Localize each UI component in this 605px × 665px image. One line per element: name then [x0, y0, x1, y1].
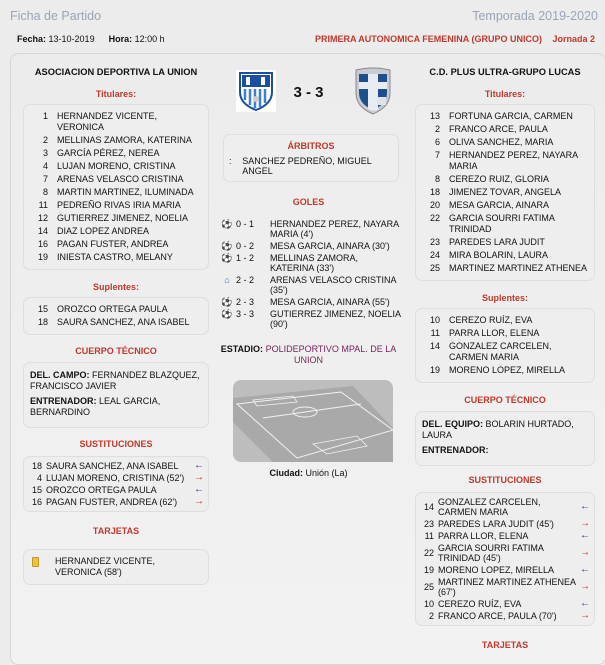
away-subs-heading: Suplentes:	[481, 293, 528, 303]
player-number: 19	[37, 252, 48, 262]
player-number: 1	[42, 111, 48, 121]
player-row[interactable]	[420, 263, 590, 274]
player-row[interactable]	[420, 213, 590, 235]
away-substitutions-list	[415, 492, 595, 626]
substitution-row[interactable]	[420, 599, 590, 609]
ball-icon: ⚽	[221, 219, 233, 229]
player-row[interactable]	[420, 365, 590, 376]
player-name: CEREZO RUÍZ, EVA	[449, 315, 533, 325]
player-row[interactable]	[420, 174, 590, 185]
arrow-left-icon: ←	[580, 598, 590, 609]
player-row[interactable]	[28, 213, 204, 224]
player-row[interactable]	[420, 111, 590, 122]
goal-score: 2 - 2	[236, 275, 255, 285]
player-name: FORTUNA GARCIA, CARMEN	[449, 111, 573, 121]
player-row[interactable]	[28, 135, 204, 146]
goal-score: 2 - 3	[236, 297, 255, 307]
away-team-column	[415, 54, 595, 650]
player-row[interactable]	[28, 187, 204, 198]
goal-row[interactable]	[221, 219, 401, 239]
arrow-right-icon: →	[580, 518, 590, 529]
home-subs-list	[23, 297, 209, 335]
match-score: 3 - 3	[293, 84, 324, 101]
staff-name: FERNANDEZ BLAZQUEZ, FRANCISCO JAVIER	[30, 370, 200, 391]
player-row[interactable]	[28, 200, 204, 211]
date-value: 13-10-2019	[48, 34, 95, 44]
goal-player: MESA GARCIA, AINARA (30')	[270, 241, 390, 251]
player-name: OLIVA SANCHEZ, MARIA	[449, 137, 554, 147]
sub-number: 22	[423, 548, 434, 558]
away-staff-box	[415, 411, 595, 466]
home-substitutions-list	[23, 456, 209, 512]
player-name: ARENAS VELASCO CRISTINA	[57, 174, 184, 184]
player-name: MESA GARCIA, AINARA	[449, 200, 550, 210]
sub-name: GONZALEZ CARCELEN, CARMEN MARIA	[438, 497, 541, 517]
player-number: 14	[429, 341, 440, 351]
home-starters-list	[23, 104, 209, 270]
away-team-crest	[353, 67, 393, 115]
substitution-row[interactable]	[28, 461, 204, 471]
arrow-left-icon: ←	[580, 564, 590, 575]
card-player: HERNANDEZ VICENTE, VERONICA (58')	[55, 556, 156, 577]
player-number: 16	[37, 239, 48, 249]
substitution-row[interactable]	[420, 577, 590, 597]
goal-player: GUTIERREZ JIMENEZ, NOELIA (90')	[270, 309, 401, 329]
time-value: 12:00 h	[134, 34, 165, 44]
player-row[interactable]	[28, 304, 204, 315]
home-staff-heading: CUERPO TÉCNICO	[75, 346, 157, 356]
goals-list	[221, 217, 401, 331]
away-staff-heading: CUERPO TÉCNICO	[464, 395, 546, 405]
sub-number: 2	[428, 611, 434, 621]
sub-number: 25	[423, 582, 434, 592]
player-row[interactable]	[28, 239, 204, 250]
player-row[interactable]	[420, 250, 590, 261]
arrow-right-icon: →	[580, 610, 590, 621]
player-number: 19	[429, 365, 440, 375]
staff-row	[422, 445, 588, 456]
player-number: 4	[42, 161, 48, 171]
goal-row[interactable]	[221, 253, 401, 273]
player-name: JIMENEZ TOVAR, ANGELA	[449, 187, 562, 197]
player-row[interactable]	[28, 252, 204, 263]
staff-row	[30, 370, 202, 392]
sub-name: PAREDES LARA JUDIT (45')	[438, 519, 554, 529]
card-row[interactable]	[24, 553, 208, 581]
player-number: 13	[429, 111, 440, 121]
player-number: 11	[38, 200, 48, 210]
player-number: 7	[434, 150, 440, 160]
player-number: 2	[42, 135, 48, 145]
referee-prefix: :	[229, 156, 232, 166]
match-panel	[10, 53, 605, 665]
goal-player: MELLINAS ZAMORA, KATERINA (33')	[270, 253, 359, 273]
player-number: 25	[429, 263, 440, 273]
staff-name: LEAL GARCIA, BERNARDINO	[30, 396, 161, 417]
away-starters-heading: Titulares:	[484, 89, 526, 99]
sub-name: OROZCO ORTEGA PAULA	[46, 485, 157, 495]
player-number: 24	[429, 250, 440, 260]
home-substitutions-heading: SUSTITUCIONES	[79, 439, 153, 449]
sub-name: PAGAN FUSTER, ANDREA (62')	[46, 497, 178, 507]
goal-row[interactable]	[221, 241, 401, 251]
player-name: FRANCO ARCE, PAULA	[449, 124, 548, 134]
time-label: Hora:	[108, 34, 133, 44]
player-row[interactable]	[420, 187, 590, 198]
date-label: Fecha:	[17, 34, 47, 44]
away-team-name[interactable]: C.D. PLUS ULTRA-GRUPO LUCAS	[429, 67, 581, 77]
arrow-right-icon: →	[194, 472, 204, 483]
player-name: GONZALEZ CARCELEN, CARMEN MARIA	[449, 341, 552, 362]
player-row[interactable]	[28, 174, 204, 185]
city-name: Unión (La)	[305, 468, 348, 478]
season-label: Temporada 2019-2020	[472, 9, 598, 23]
player-name: MIRA BOLARIN, LAURA	[449, 250, 549, 260]
player-row[interactable]	[420, 328, 590, 339]
competition-info	[307, 34, 595, 44]
sub-number: 18	[31, 461, 42, 471]
sub-name: MORENO LOPEZ, MIRELLA	[438, 565, 555, 575]
staff-role: DEL. EQUIPO:	[422, 419, 484, 429]
substitution-row[interactable]	[420, 531, 590, 541]
player-row[interactable]	[420, 237, 590, 248]
away-substitutions-heading: SUSTITUCIONES	[468, 475, 542, 485]
sub-name: MARTINEZ MARTINEZ ATHENEA (67')	[438, 577, 576, 597]
goal-player: HERNANDEZ PEREZ, NAYARA MARIA (4')	[270, 219, 399, 239]
player-name: MARTINEZ MARTINEZ ATHENEA	[449, 263, 588, 273]
goal-score: 3 - 3	[236, 309, 255, 319]
sub-number: 14	[423, 502, 434, 512]
away-cards-heading: TARJETAS	[481, 640, 529, 650]
home-team-name[interactable]: ASOCIACION DEPORTIVA LA UNION	[34, 67, 198, 77]
player-name: MARTIN MARTINEZ, ILUMINADA	[57, 187, 194, 197]
player-name: PEDREÑO RIVAS IRIA MARIA	[57, 200, 181, 210]
player-name: GARCIA SOURRI FATIMA TRINIDAD	[449, 213, 555, 234]
player-number: 18	[37, 317, 48, 327]
round-label: Jornada 2	[552, 34, 595, 44]
goal-score: 0 - 1	[236, 219, 255, 229]
sub-name: FRANCO ARCE, PAULA (70')	[438, 611, 557, 621]
goal-player: ARENAS VELASCO CRISTINA (35')	[270, 275, 397, 295]
referee-name: SANCHEZ PEDREÑO, MIGUEL ANGEL	[242, 156, 372, 176]
goals-heading: GOLES	[292, 197, 325, 207]
sub-number: 19	[423, 565, 434, 575]
player-name: PAGAN FUSTER, ANDREA	[57, 239, 169, 249]
arrow-left-icon: ←	[580, 530, 590, 541]
player-row[interactable]	[420, 200, 590, 211]
city-info	[216, 468, 401, 479]
sub-name: PARRA LLOR, ELENA	[438, 531, 529, 541]
home-starters-heading: Titulares:	[95, 89, 137, 99]
player-name: CEREZO RUIZ, GLORIA	[449, 174, 550, 184]
stadium-info	[216, 344, 401, 366]
away-subs-list	[415, 308, 595, 383]
player-number: 22	[429, 213, 440, 223]
page-title: Ficha de Partido	[10, 9, 102, 23]
player-number: 3	[42, 148, 48, 158]
arrow-left-icon: ←	[580, 501, 590, 512]
arrow-left-icon: ←	[194, 460, 204, 471]
sub-number: 16	[31, 497, 42, 507]
home-staff-box	[23, 362, 209, 428]
player-name: HERNANDEZ PEREZ, NAYARA MARIA	[449, 150, 578, 171]
player-name: GARCÍA PÉREZ, NEREA	[57, 148, 160, 158]
match-datetime	[17, 34, 169, 44]
staff-role: ENTRENADOR:	[30, 396, 97, 406]
arrow-right-icon: →	[194, 496, 204, 507]
staff-row	[30, 396, 202, 418]
player-row[interactable]	[420, 150, 590, 172]
player-number: 14	[37, 226, 48, 236]
goal-score: 1 - 2	[236, 253, 255, 263]
stadium-name[interactable]: POLIDEPORTIVO MPAL. DE LA UNION	[265, 344, 397, 365]
player-name: DIAZ LOPEZ ANDREA	[57, 226, 150, 236]
competition-name[interactable]: PRIMERA AUTONOMICA FEMENINA (GRUPO UNICO)	[314, 34, 542, 44]
substitution-row[interactable]	[28, 497, 204, 507]
arrow-right-icon: →	[580, 547, 590, 558]
stadium-label: ESTADIO:	[220, 344, 264, 354]
substitution-row[interactable]	[28, 485, 204, 495]
player-name: GUTIERREZ JIMENEZ, NOELIA	[57, 213, 189, 223]
substitution-row[interactable]	[420, 519, 590, 529]
staff-name: BOLARIN HURTADO, LAURA	[422, 419, 574, 440]
home-subs-heading: Suplentes:	[92, 282, 139, 292]
player-name: MELLINAS ZAMORA, KATERINA	[57, 135, 192, 145]
player-number: 8	[434, 174, 440, 184]
sub-name: GARCIA SOURRI FATIMA TRINIDAD (45')	[438, 543, 544, 563]
arrow-right-icon: →	[580, 581, 590, 592]
ball-icon: ⚽	[221, 297, 233, 307]
substitution-row[interactable]	[420, 497, 590, 517]
sub-number: 15	[31, 485, 42, 495]
sub-name: SAURA SANCHEZ, ANA ISABEL	[46, 461, 179, 471]
home-cards-heading: TARJETAS	[92, 526, 140, 536]
staff-row	[422, 419, 588, 441]
sub-number: 11	[424, 531, 434, 541]
player-row[interactable]	[420, 124, 590, 135]
home-cards-list	[23, 549, 209, 585]
player-row[interactable]	[420, 315, 590, 326]
player-row[interactable]	[420, 137, 590, 148]
player-number: 10	[429, 315, 440, 325]
player-name: PARRA LLOR, ELENA	[449, 328, 540, 338]
player-number: 11	[430, 328, 440, 338]
substitution-row[interactable]	[28, 473, 204, 483]
referees-box	[223, 134, 399, 182]
sub-name: LUJAN MORENO, CRISTINA (52')	[46, 473, 185, 483]
player-row[interactable]	[28, 111, 204, 133]
goal-score: 0 - 2	[236, 241, 255, 251]
player-name: MORENO LOPEZ, MIRELLA	[449, 365, 566, 375]
player-number: 23	[429, 237, 440, 247]
ball-icon: ⚽	[221, 309, 233, 319]
player-number: 7	[42, 174, 48, 184]
player-name: LUJAN MORENO, CRISTINA	[57, 161, 176, 171]
sub-number: 10	[423, 599, 434, 609]
goal-row[interactable]	[221, 309, 401, 329]
player-number: 15	[37, 304, 48, 314]
home-team-column	[23, 54, 209, 585]
player-number: 8	[42, 187, 48, 197]
referee-row	[227, 156, 395, 176]
player-row[interactable]	[28, 161, 204, 172]
sub-number: 23	[423, 519, 434, 529]
player-row[interactable]	[28, 317, 204, 328]
ball-icon: ⚽	[221, 241, 233, 251]
player-row[interactable]	[28, 226, 204, 237]
staff-role: DEL. CAMPO:	[30, 370, 90, 380]
ball-icon: ⚽	[221, 253, 233, 263]
player-name: HERNANDEZ VICENTE, VERONICA	[57, 111, 158, 132]
player-row[interactable]	[28, 148, 204, 159]
player-number: 18	[429, 187, 440, 197]
player-number: 20	[429, 200, 440, 210]
player-name: OROZCO ORTEGA PAULA	[57, 304, 168, 314]
away-starters-list	[415, 104, 595, 281]
staff-role: ENTRENADOR:	[422, 445, 489, 455]
goal-row[interactable]	[221, 297, 401, 307]
player-number: 2	[434, 124, 440, 134]
goal-player: MESA GARCIA, AINARA (55')	[270, 297, 390, 307]
substitution-row[interactable]	[420, 565, 590, 575]
sub-name: CEREZO RUÍZ, EVA	[438, 599, 522, 609]
substitution-row[interactable]	[420, 543, 590, 563]
player-row[interactable]	[420, 341, 590, 363]
yellow-card-icon	[32, 557, 39, 567]
player-number: 12	[37, 213, 48, 223]
arrow-left-icon: ←	[194, 484, 204, 495]
player-name: SAURA SANCHEZ, ANA ISABEL	[57, 317, 190, 327]
goal-row[interactable]	[221, 275, 401, 295]
player-name: PAREDES LARA JUDIT	[449, 237, 545, 247]
player-number: 6	[434, 137, 440, 147]
city-label: Ciudad:	[269, 468, 303, 478]
stadium-image	[233, 380, 393, 462]
sub-number: 4	[36, 473, 42, 483]
goal-net-icon: ⌂	[224, 275, 230, 285]
substitution-row[interactable]	[420, 611, 590, 621]
player-name: INIESTA CASTRO, MELANY	[57, 252, 173, 262]
referees-heading: ÁRBITROS	[287, 141, 335, 151]
